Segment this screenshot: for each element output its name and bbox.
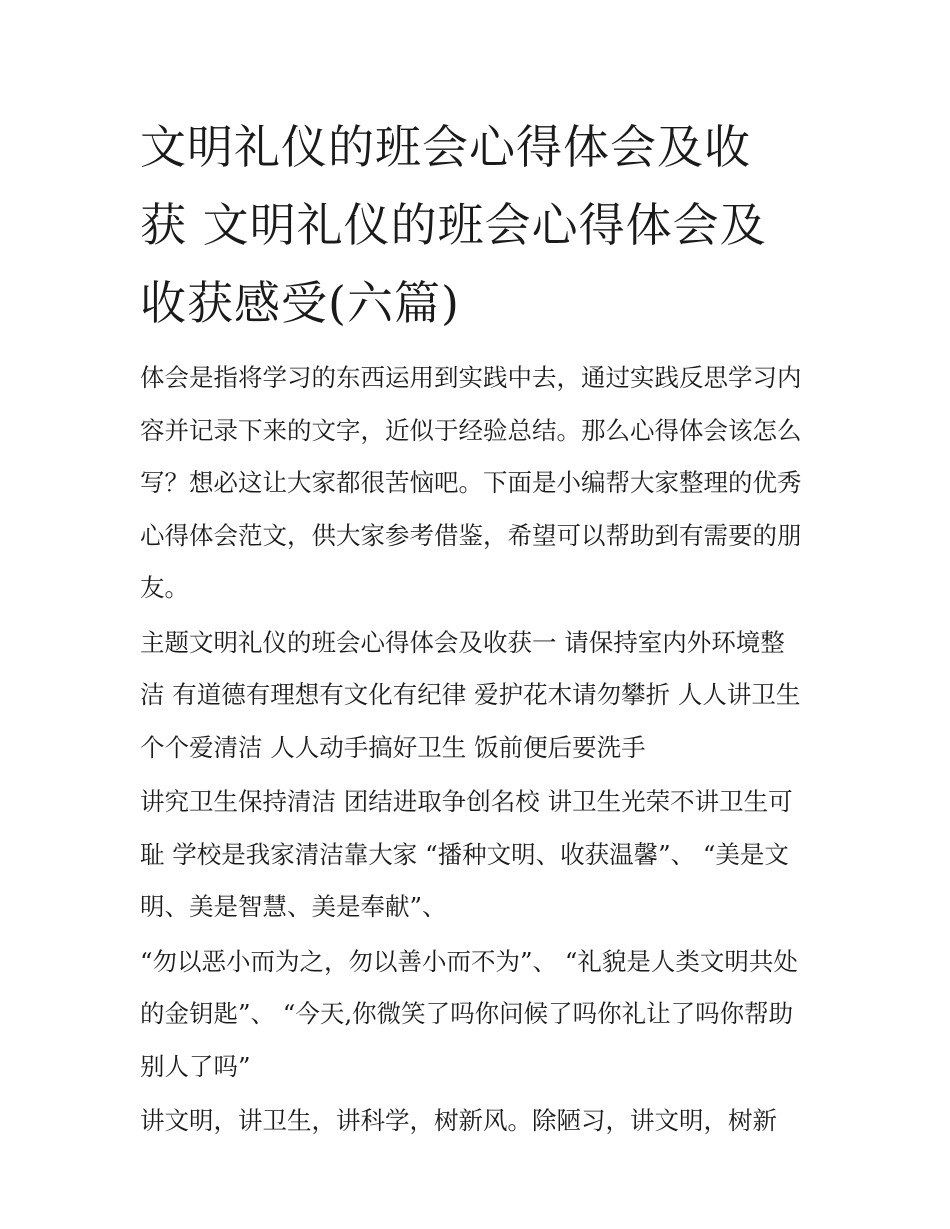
text-line: 讲究卫生保持清洁 团结进取争创名校 讲卫生光荣不讲卫生可 — [140, 787, 793, 816]
document-title — [140, 108, 815, 342]
text-line: 明、美是智慧、美是奉献”、 — [140, 892, 447, 921]
text-line: 心得体会范文，供大家参考借鉴，希望可以帮助到有需要的朋 — [140, 520, 802, 550]
text-line: 主题文明礼仪的班会心得体会及收获一 请保持室内外环境整 — [140, 627, 785, 657]
text-line: 的金钥匙”、 “今天,你微笑了吗你问候了吗你礼让了吗你帮助 — [140, 999, 794, 1028]
title-line: 获 文明礼仪的班会心得体会及 — [140, 198, 767, 252]
document-content — [140, 108, 815, 1148]
text-line: 容并记录下来的文字，近似于经验总结。那么心得体会该怎么 — [140, 415, 802, 445]
text-line: 别人了吗” — [140, 1051, 251, 1081]
text-line: 个个爱清洁 人人动手搞好卫生 饭前便后要洗手 — [140, 732, 646, 762]
text-line: 体会是指将学习的东西运用到实践中去，通过实践反思学习内 — [140, 363, 802, 392]
text-line: 写？想必这让大家都很苦恼吧。下面是小编帮大家整理的优秀 — [140, 468, 802, 497]
title-line: 收获感受(六篇) — [140, 276, 460, 330]
body-paragraph — [140, 617, 815, 775]
text-line: 友。 — [140, 573, 189, 602]
body-paragraph — [140, 936, 815, 1094]
title-line: 文明礼仪的班会心得体会及收 — [140, 120, 751, 174]
text-line: 耻 学校是我家清洁靠大家 “播种文明、收获温馨”、 “美是文 — [140, 839, 789, 869]
text-line: 洁 有道德有理想有文化有纪律 爱护花木请勿攀折 人人讲卫生 — [140, 680, 801, 709]
body-paragraph — [140, 1095, 815, 1148]
body-paragraph — [140, 776, 815, 934]
text-line: “勿以恶小而为之，勿以善小而不为”、 “礼貌是人类文明共处 — [140, 946, 798, 976]
text-line: 讲文明，讲卫生，讲科学，树新风。除陋习，讲文明，树新 — [140, 1106, 777, 1135]
intro-paragraph — [140, 352, 815, 615]
